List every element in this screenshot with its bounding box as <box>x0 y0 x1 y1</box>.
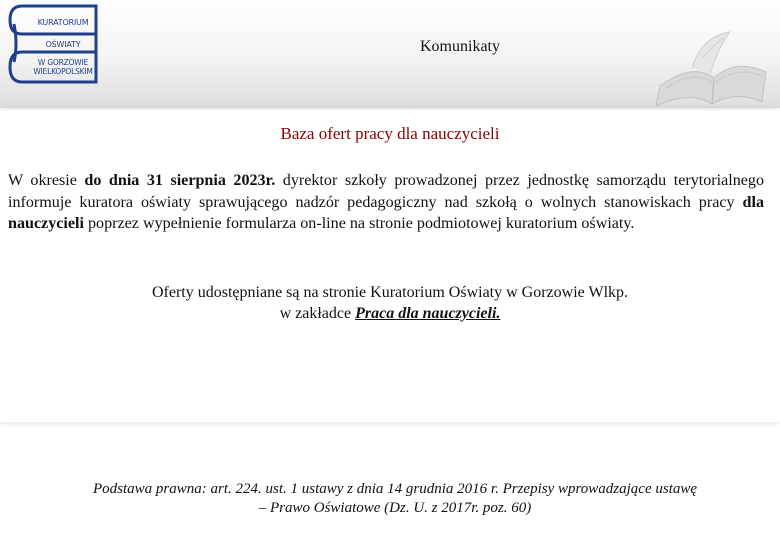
kuratorium-logo[interactable] <box>4 4 100 84</box>
open-book-icon <box>652 28 772 110</box>
page-title: Komunikaty <box>420 38 500 55</box>
section-heading: Baza ofert pracy dla nauczycieli <box>280 124 500 143</box>
offers-line-1: Oferty udostępniane są na stronie Kuratorium Oświaty w Gorzowie Wlkp. <box>151 284 629 301</box>
logo-line-3: W GORZOWIE <box>37 58 89 67</box>
para-text-2: dyrektor szkoły prowadzonej przez jednostkę samorządu terytorialnego informuje kuratora oświaty sprawującego nadzór pedagogiczny nad szkołą o wolnych stanowiskach pracy <box>8 172 765 211</box>
logo-line-1: KURATORIUM <box>37 18 89 27</box>
praca-dla-nauczycieli-link[interactable]: Praca dla nauczycieli. <box>355 305 501 322</box>
legal-basis <box>40 480 750 518</box>
logo-line-2: OŚWIATY <box>45 40 81 49</box>
legal-line-1: Podstawa prawna: art. 224. ust. 1 ustawy z dnia 14 grudnia 2016 r. Przepisy wprowadzające ustawę <box>92 481 698 497</box>
para-target-teachers: dla nauczycieli <box>8 193 764 232</box>
offers-line-2 <box>0 303 780 324</box>
content-panel <box>0 110 780 422</box>
offers-line-2-prefix: w zakładce <box>279 305 356 322</box>
para-text-1: W okresie <box>8 172 85 189</box>
para-deadline: do dnia 31 sierpnia 2023r. <box>84 172 276 189</box>
legal-line-2: – Prawo Oświatowe (Dz. U. z 2017r. poz. 60) <box>258 500 532 516</box>
offers-note <box>0 282 780 324</box>
logo-line-4: WIELKOPOLSKIM <box>33 67 93 76</box>
para-text-3: poprzez wypełnienie formularza on-line na stronie podmiotowej kuratorium oświaty. <box>83 215 635 232</box>
announcement-paragraph <box>8 170 764 235</box>
